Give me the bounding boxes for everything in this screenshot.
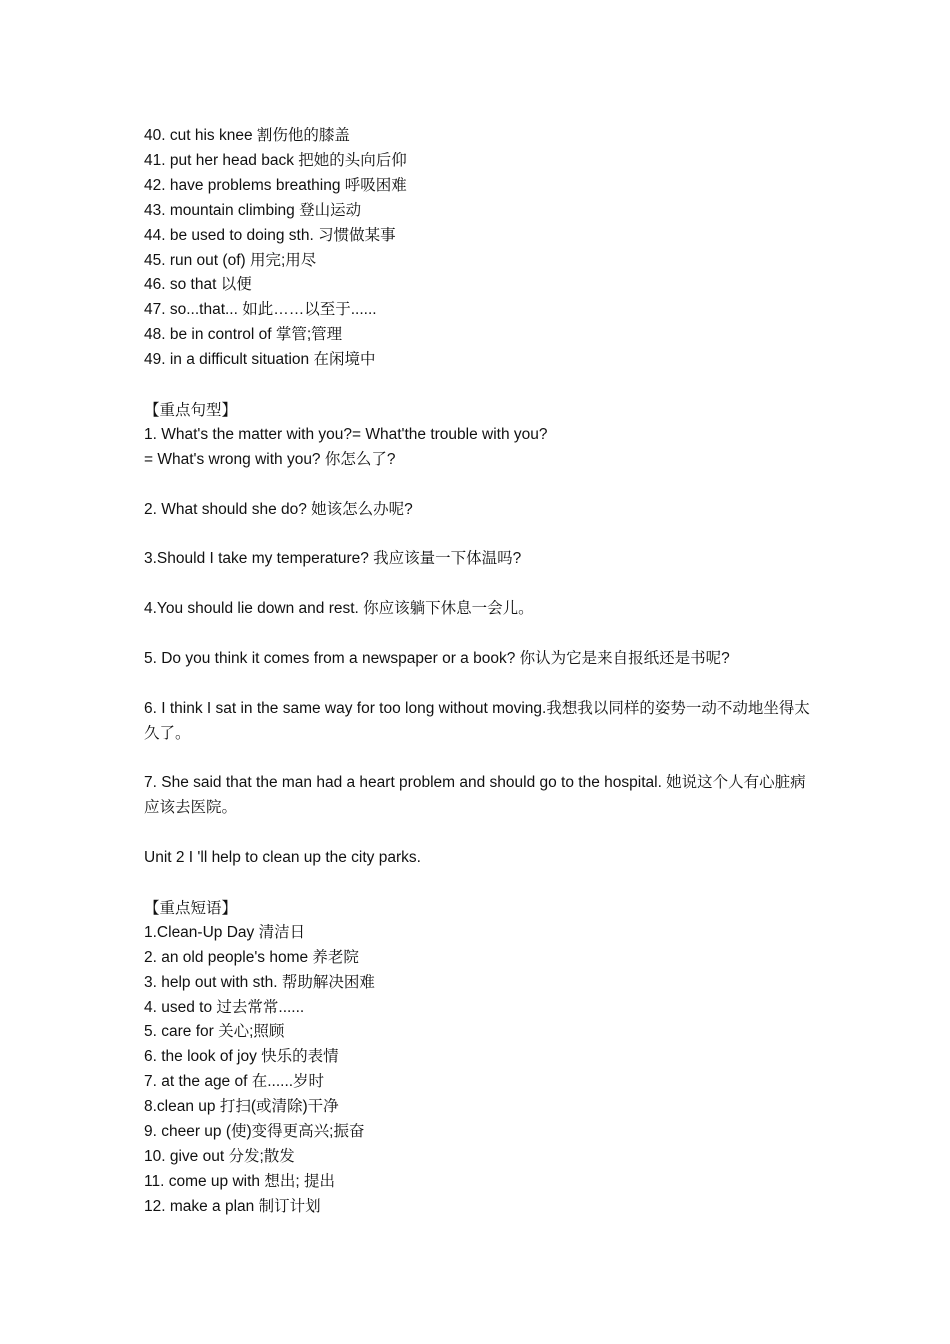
phrase-item: 7. at the age of 在......岁时 bbox=[144, 1073, 325, 1091]
phrase-list-unit2 bbox=[144, 921, 814, 1220]
phrase-item-48: 48. be in control of 掌管;管理 bbox=[144, 326, 343, 344]
phrase-item-43: 43. mountain climbing 登山运动 bbox=[144, 201, 362, 219]
phrase-item: 2. an old people's home 养老院 bbox=[144, 948, 359, 966]
phrase-item-46: 46. so that 以便 bbox=[144, 276, 252, 294]
sentences-heading: 【重点句型】 bbox=[144, 400, 238, 419]
phrase-item: 3. help out with sth. 帮助解决困难 bbox=[144, 973, 375, 991]
phrase-list-unit1 bbox=[144, 124, 814, 373]
spacer bbox=[144, 373, 814, 398]
spacer bbox=[144, 747, 814, 772]
spacer bbox=[144, 672, 814, 697]
phrase-item: 6. the look of joy 快乐的表情 bbox=[144, 1048, 339, 1066]
sentence-item-1b: = What's wrong with you? 你怎么了? bbox=[144, 450, 396, 468]
spacer bbox=[144, 622, 814, 647]
phrase-item-45: 45. run out (of) 用完;用尽 bbox=[144, 251, 317, 269]
document-page bbox=[144, 124, 814, 1220]
phrase-item: 11. come up with 想出; 提出 bbox=[144, 1172, 335, 1190]
phrase-item-49: 49. in a difficult situation 在闲境中 bbox=[144, 351, 376, 369]
phrase-item-44: 44. be used to doing sth. 习惯做某事 bbox=[144, 226, 396, 244]
phrases-heading: 【重点短语】 bbox=[144, 898, 238, 917]
spacer bbox=[144, 572, 814, 597]
sentence-item-4: 4.You should lie down and rest. 你应该躺下休息一会儿。 bbox=[144, 600, 534, 618]
phrase-item: 9. cheer up (使)变得更高兴;振奋 bbox=[144, 1123, 365, 1141]
sentence-item-3: 3.Should I take my temperature? 我应该量一下体温吗? bbox=[144, 550, 522, 568]
spacer bbox=[144, 522, 814, 547]
phrase-item: 5. care for 关心;照顾 bbox=[144, 1023, 285, 1041]
sentence-list bbox=[144, 423, 814, 821]
sentence-item-7: 7. She said that the man had a heart problem and should go to the hospital. 她说这个人有心脏病应该去医院。 bbox=[144, 774, 806, 817]
phrase-item: 8.clean up 打扫(或清除)干净 bbox=[144, 1098, 339, 1116]
phrase-item-40: 40. cut his knee 割伤他的膝盖 bbox=[144, 127, 350, 144]
sentence-item-5: 5. Do you think it comes from a newspaper or a book? 你认为它是来自报纸还是书呢? bbox=[144, 649, 730, 667]
phrase-item-42: 42. have problems breathing 呼吸困难 bbox=[144, 176, 407, 194]
phrase-item: 10. give out 分发;散发 bbox=[144, 1148, 295, 1166]
sentence-item-1a: 1. What's the matter with you?= What'the trouble with you? bbox=[144, 425, 548, 443]
phrase-item: 12. make a plan 制订计划 bbox=[144, 1197, 321, 1215]
unit-title: Unit 2 I 'll help to clean up the city parks. bbox=[144, 849, 421, 867]
spacer bbox=[144, 473, 814, 498]
phrase-item-41: 41. put her head back 把她的头向后仰 bbox=[144, 151, 407, 169]
sentence-item-2: 2. What should she do? 她该怎么办呢? bbox=[144, 500, 413, 518]
spacer bbox=[144, 821, 814, 846]
phrase-item-47: 47. so...that... 如此……以至于...... bbox=[144, 301, 377, 319]
phrase-item: 1.Clean-Up Day 清洁日 bbox=[144, 923, 306, 941]
spacer bbox=[144, 871, 814, 896]
sentence-item-6: 6. I think I sat in the same way for too long without moving.我想我以同样的姿势一动不动地坐得太久了。 bbox=[144, 699, 810, 742]
phrase-item: 4. used to 过去常常...... bbox=[144, 998, 305, 1016]
